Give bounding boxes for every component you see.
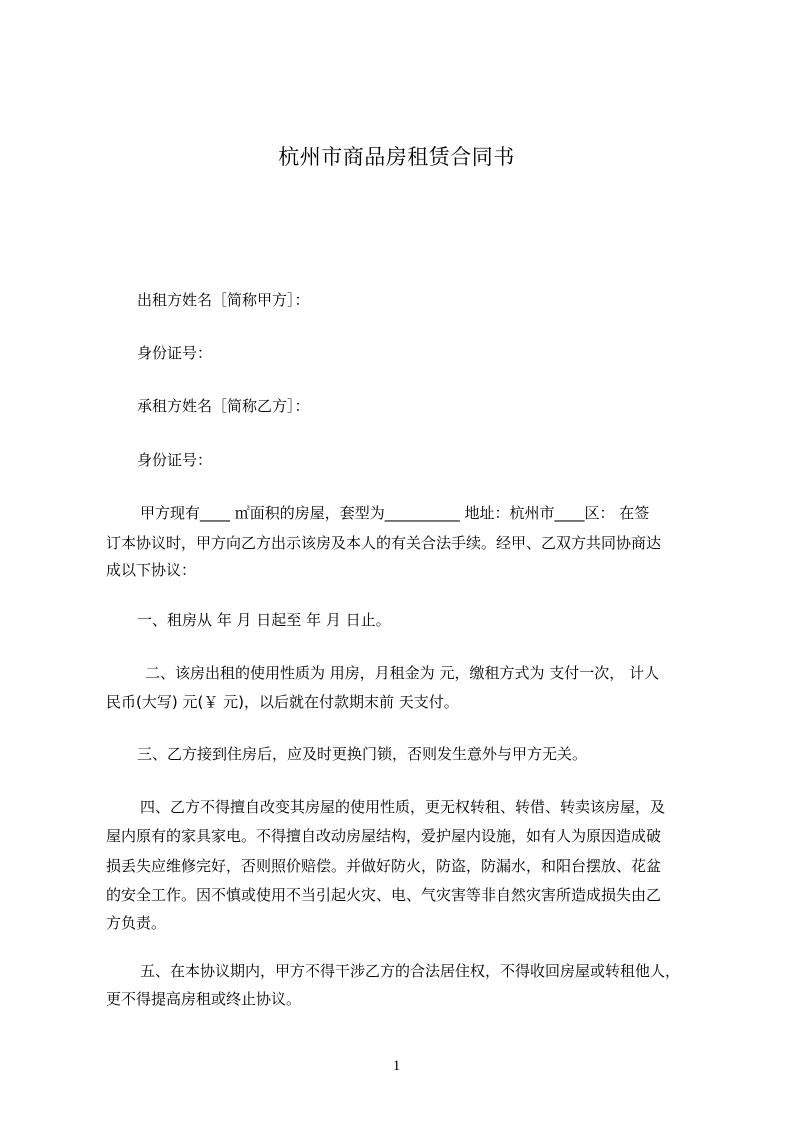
lessor-name-field: 出租方姓名［简称甲方］：	[137, 291, 310, 309]
paragraph-line: 方负责。	[106, 914, 167, 932]
paragraph-line: 民币(大写) 元(￥ 元)，以后就在付款期末前 天支付。	[106, 693, 459, 711]
paragraph-line: 订本协议时，甲方向乙方出示该房及本人的有关合法手续。经甲、乙双方共同协商达	[106, 534, 662, 552]
lessee-id-field: 身份证号：	[137, 451, 213, 469]
paragraph-line: 的安全工作。因不慎或使用不当引起火灾、电、气灾害等非自然灾害所造成损失由乙	[106, 886, 662, 904]
document-title: 杭州市商品房租赁合同书	[278, 145, 515, 169]
paragraph-line: 屋内原有的家具家电。不得擅自改动房屋结构，爱护屋内设施，如有人为原因造成破	[106, 827, 662, 845]
paragraph-line: 甲方现有____ ㎡面积的房屋，套型为__________ 地址：杭州市____区： 在签	[140, 504, 650, 522]
paragraph-line: 三、乙方接到住房后，应及时更换门锁，否则发生意外与甲方无关。	[137, 745, 588, 763]
paragraph-line: 一、租房从 年 月 日起至 年 月 日止。	[137, 611, 391, 629]
paragraph-line: 四、乙方不得擅自改变其房屋的使用性质，更无权转租、转借、转卖该房屋，及	[140, 798, 666, 816]
paragraph-line: 更不得提高房租或终止协议。	[106, 990, 302, 1008]
paragraph-line: 五、在本协议期内，甲方不得干涉乙方的合法居住权，不得收回房屋或转租他人，	[140, 962, 681, 980]
lessor-id-field: 身份证号：	[137, 344, 213, 362]
page-number: 1	[392, 1058, 401, 1074]
lessee-name-field: 承租方姓名［简称乙方］：	[137, 397, 310, 415]
paragraph-line: 成以下协议：	[106, 561, 197, 579]
paragraph-line: 损丢失应维修完好，否则照价赔偿。并做好防火，防盗，防漏水，和阳台摆放、花盆	[106, 857, 662, 875]
paragraph-line: 二、该房出租的使用性质为 用房，月租金为 元，缴租方式为 支付一次， 计人	[145, 664, 660, 682]
